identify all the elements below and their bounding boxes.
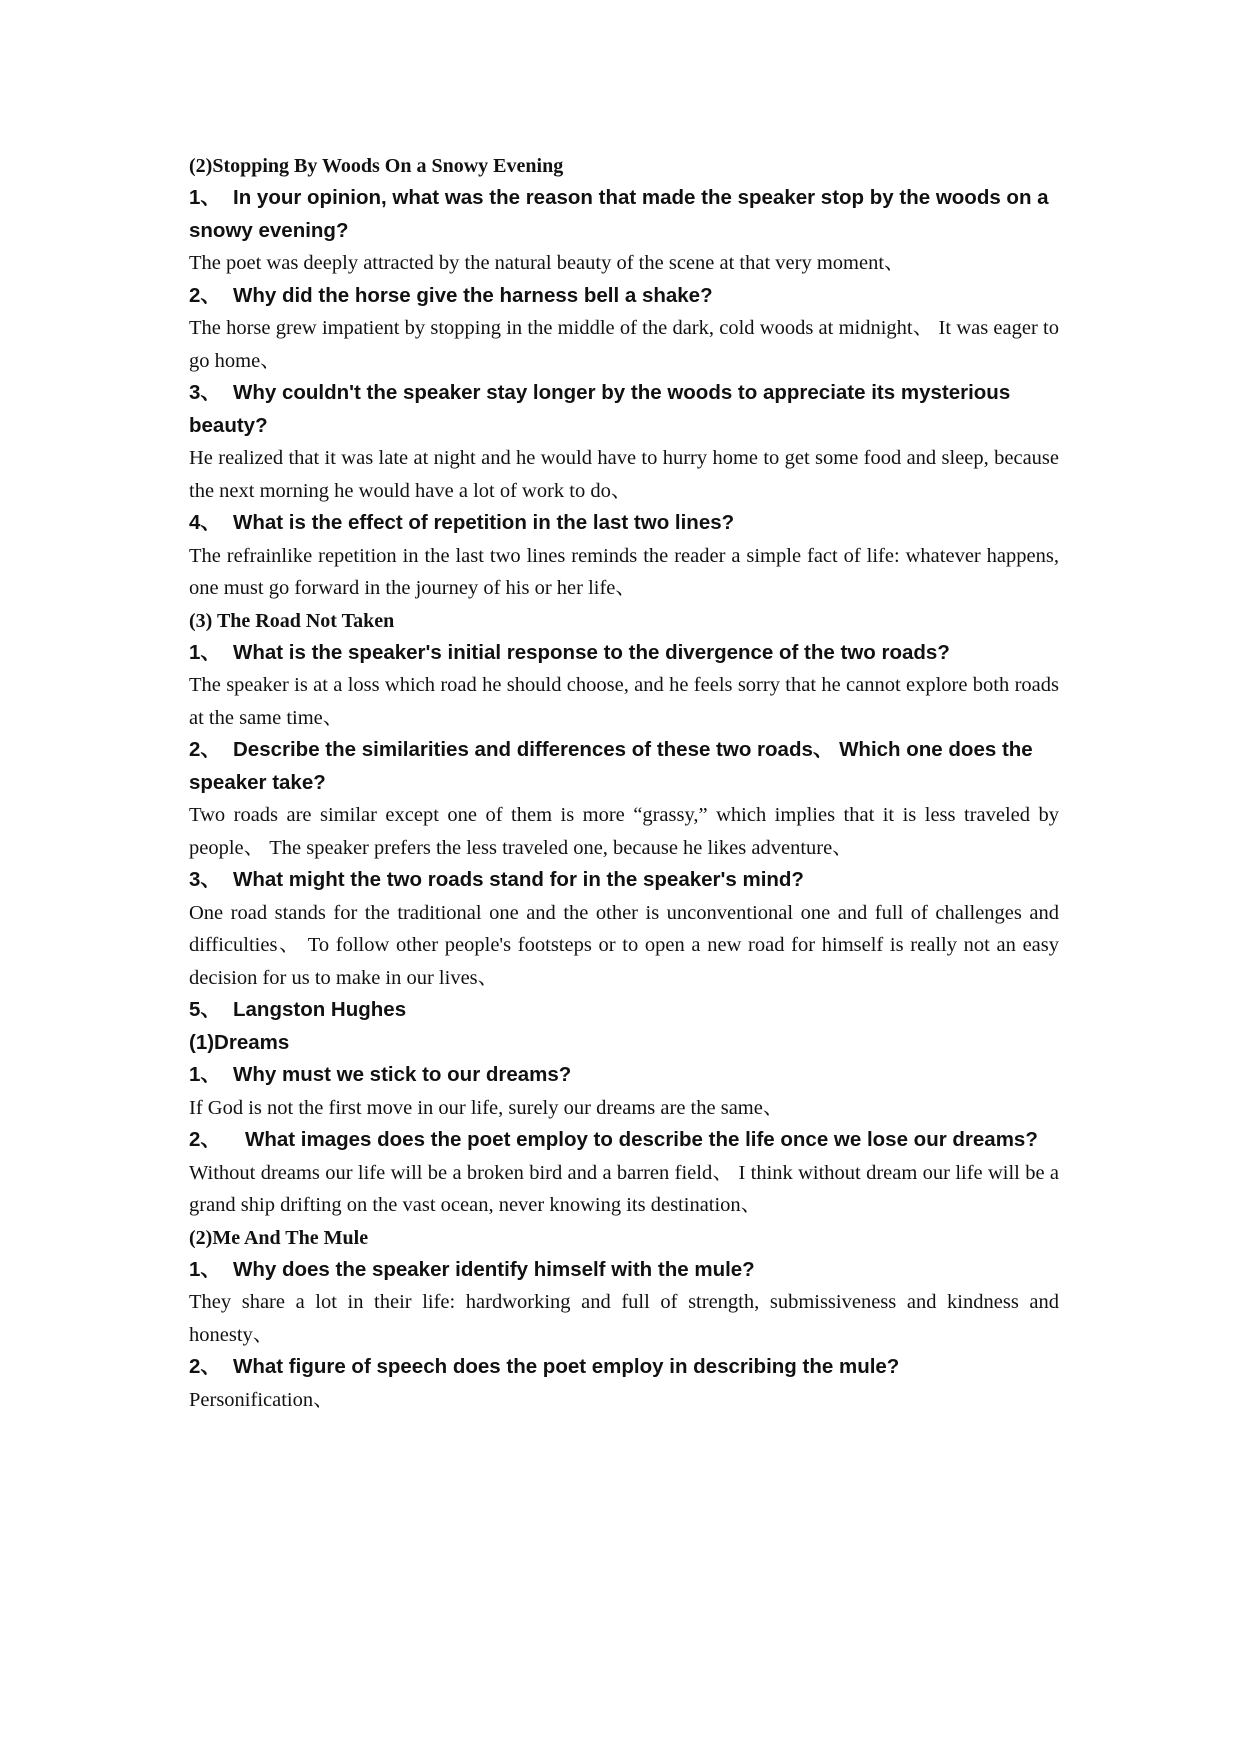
question	[189, 182, 1059, 247]
question-text: What images does the poet employ to describe the life once we lose our dreams?	[245, 1128, 1038, 1151]
question-text: Why couldn't the speaker stay longer by the woods to appreciate its mysterious beauty?	[189, 381, 1011, 437]
question	[189, 637, 1059, 670]
chapter-heading	[189, 994, 1059, 1027]
answer: The speaker is at a loss which road he should choose, and he feels sorry that he cannot explore both roads at the same time、	[189, 674, 1059, 729]
question-number: 1、	[189, 1063, 221, 1086]
chapter-number: 5、	[189, 998, 221, 1021]
question-text: Why does the speaker identify himself with the mule?	[233, 1257, 755, 1281]
question-number: 2、	[189, 1128, 221, 1151]
document-page	[189, 150, 1059, 1416]
section-title: (2)Me And The Mule	[189, 1226, 369, 1249]
question-text: Describe the similarities and differences of these two roads、 Which one does the speaker take?	[189, 738, 1033, 794]
answer: They share a lot in their life: hardworking and full of strength, submissiveness and kindness and honesty、	[189, 1291, 1059, 1346]
question	[189, 734, 1059, 799]
question-text: Why did the horse give the harness bell a shake?	[233, 283, 713, 307]
answer: The refrainlike repetition in the last two lines reminds the reader a simple fact of life: whatever happens, one must go forward in the journey of his or her life、	[189, 544, 1059, 599]
answer: The poet was deeply attracted by the natural beauty of the scene at that very moment、	[189, 252, 905, 274]
answer: If God is not the first move in our life, surely our dreams are the same、	[189, 1096, 784, 1119]
answer: The horse grew impatient by stopping in the middle of the dark, cold woods at midnight、 It was eager to go home、	[189, 317, 1059, 372]
chapter-title: Langston Hughes	[233, 998, 407, 1021]
answer: One road stands for the traditional one and the other is unconventional one and full of challenges and difficulties、 To follow other people's footsteps or to open a new road for himself is really not an easy decision for us to make in our lives、	[189, 901, 1059, 989]
answer: Two roads are similar except one of them is more “grassy,” which implies that it is less traveled by people、 The speaker prefers the less traveled one, because he likes adventure、	[189, 804, 1059, 859]
question-number: 3、	[189, 868, 221, 891]
question-number: 4、	[189, 511, 221, 534]
question	[189, 280, 1059, 313]
question	[189, 1059, 1059, 1092]
question-number: 3、	[189, 381, 221, 404]
section-title: (3) The Road Not Taken	[189, 609, 395, 632]
question-number: 2、	[189, 738, 221, 761]
question	[189, 864, 1059, 897]
answer: He realized that it was late at night and he would have to hurry home to get some food and sleep, because the next morning he would have a lot of work to do、	[189, 447, 1059, 502]
question-text: In your opinion, what was the reason that made the speaker stop by the woods on a snowy evening?	[189, 186, 1049, 242]
answer: Personification、	[189, 1388, 334, 1411]
question-text: Why must we stick to our dreams?	[233, 1063, 572, 1086]
question-text: What figure of speech does the poet employ in describing the mule?	[233, 1355, 900, 1378]
question-number: 2、	[189, 1355, 221, 1378]
question	[189, 1351, 1059, 1384]
question	[189, 1254, 1059, 1287]
question-number: 1、	[189, 640, 221, 664]
question-number: 1、	[189, 186, 221, 209]
question-number: 1、	[189, 1257, 221, 1281]
section-title: (2)Stopping By Woods On a Snowy Evening	[189, 155, 564, 177]
question-text: What is the speaker's initial response to the divergence of the two roads?	[233, 640, 950, 664]
question-text: What might the two roads stand for in the speaker's mind?	[233, 868, 804, 891]
question-text: What is the effect of repetition in the last two lines?	[233, 511, 735, 534]
question-number: 2、	[189, 283, 221, 307]
question	[189, 1124, 1059, 1157]
answer: Without dreams our life will be a broken bird and a barren field、 I think without dream our life will be a grand ship drifting on the vast ocean, never knowing its destination、	[189, 1161, 1059, 1216]
section-title: (1)Dreams	[189, 1030, 290, 1054]
question	[189, 507, 1059, 540]
question	[189, 377, 1059, 442]
